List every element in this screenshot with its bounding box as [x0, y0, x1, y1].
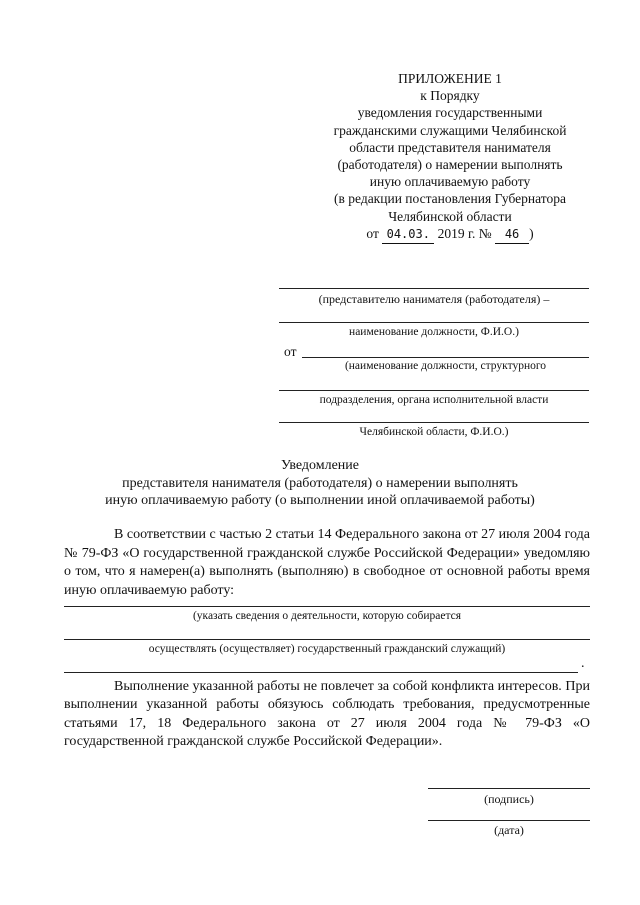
- from-label: от: [284, 344, 297, 359]
- appendix-line: Челябинской области: [388, 208, 512, 224]
- appendix-line: гражданскими служащими Челябинской: [333, 122, 567, 138]
- appendix-line: (в редакции постановления Губернатора: [334, 191, 566, 207]
- sender-caption: Челябинской области, Ф.И.О.): [359, 426, 509, 438]
- appendix-title: ПРИЛОЖЕНИЕ 1: [398, 71, 502, 86]
- appendix-line: к Порядку: [420, 88, 480, 104]
- body-paragraph: Выполнение указанной работы не повлечет за собой конфликта интересов. При выполнении указанной работы обязуюсь соблюдать требования, предусмотренные статьями 17, 18 Федерального закона от 27 июля 2004 года № 79-ФЗ «О государственной гражданской службе Российской Федерации».: [64, 679, 590, 750]
- addressee-caption: наименование должности, Ф.И.О.): [349, 326, 519, 338]
- appendix-header: [300, 70, 600, 244]
- date-line: [428, 820, 590, 821]
- sender-caption: подразделения, органа исполнительной власти: [319, 394, 549, 406]
- sender-caption: (наименование должности, структурного: [344, 360, 547, 372]
- body-paragraph: В соответствии с частью 2 статьи 14 Федерального закона от 27 июля 2004 года № 79-ФЗ «О государственной гражданской службе Российской Федерации» уведомляю о том, что я намерен(а) выполнять (выполняю) в свободное от основной работы время иную оплачиваемую работу:: [64, 527, 590, 598]
- blank-line: [279, 288, 589, 289]
- appendix-line: области представителя нанимателя: [349, 139, 551, 155]
- appendix-line: иную оплачиваемую работу: [369, 174, 531, 190]
- blank-line: [64, 606, 590, 607]
- blank-line: [64, 639, 590, 640]
- end-dot: .: [581, 656, 585, 671]
- blank-line: [279, 390, 589, 391]
- year-text: 2019 г. №: [437, 225, 492, 241]
- handwritten-date: 04.03.: [382, 226, 434, 244]
- title-heading: Уведомление: [280, 458, 359, 473]
- appendix-date-line: [300, 225, 600, 244]
- appendix-line: (работодателя) о намерении выполнять: [337, 157, 563, 173]
- title-line: представителя нанимателя (работодателя) о намерении выполнять: [122, 475, 518, 491]
- date-prefix: от: [366, 225, 379, 241]
- signature-line: [428, 788, 590, 789]
- close-paren: ): [529, 225, 534, 241]
- signature-caption: (подпись): [484, 792, 534, 806]
- appendix-line: уведомления государственными: [357, 105, 543, 121]
- addressee-caption: (представителю нанимателя (работодателя) –: [318, 292, 550, 306]
- title-line: иную оплачиваемую работу (о выполнении иной оплачиваемой работы): [105, 493, 535, 508]
- blank-line: [302, 357, 589, 358]
- blank-line: [279, 422, 589, 423]
- date-caption: (дата): [494, 823, 524, 837]
- activity-caption: осуществлять (осуществляет) государственный гражданский служащий): [148, 643, 506, 655]
- blank-line: [64, 672, 578, 673]
- blank-line: [279, 322, 589, 323]
- handwritten-number: 46: [495, 226, 529, 244]
- document-title: [60, 457, 580, 510]
- activity-caption: (указать сведения о деятельности, которую собирается: [192, 610, 462, 622]
